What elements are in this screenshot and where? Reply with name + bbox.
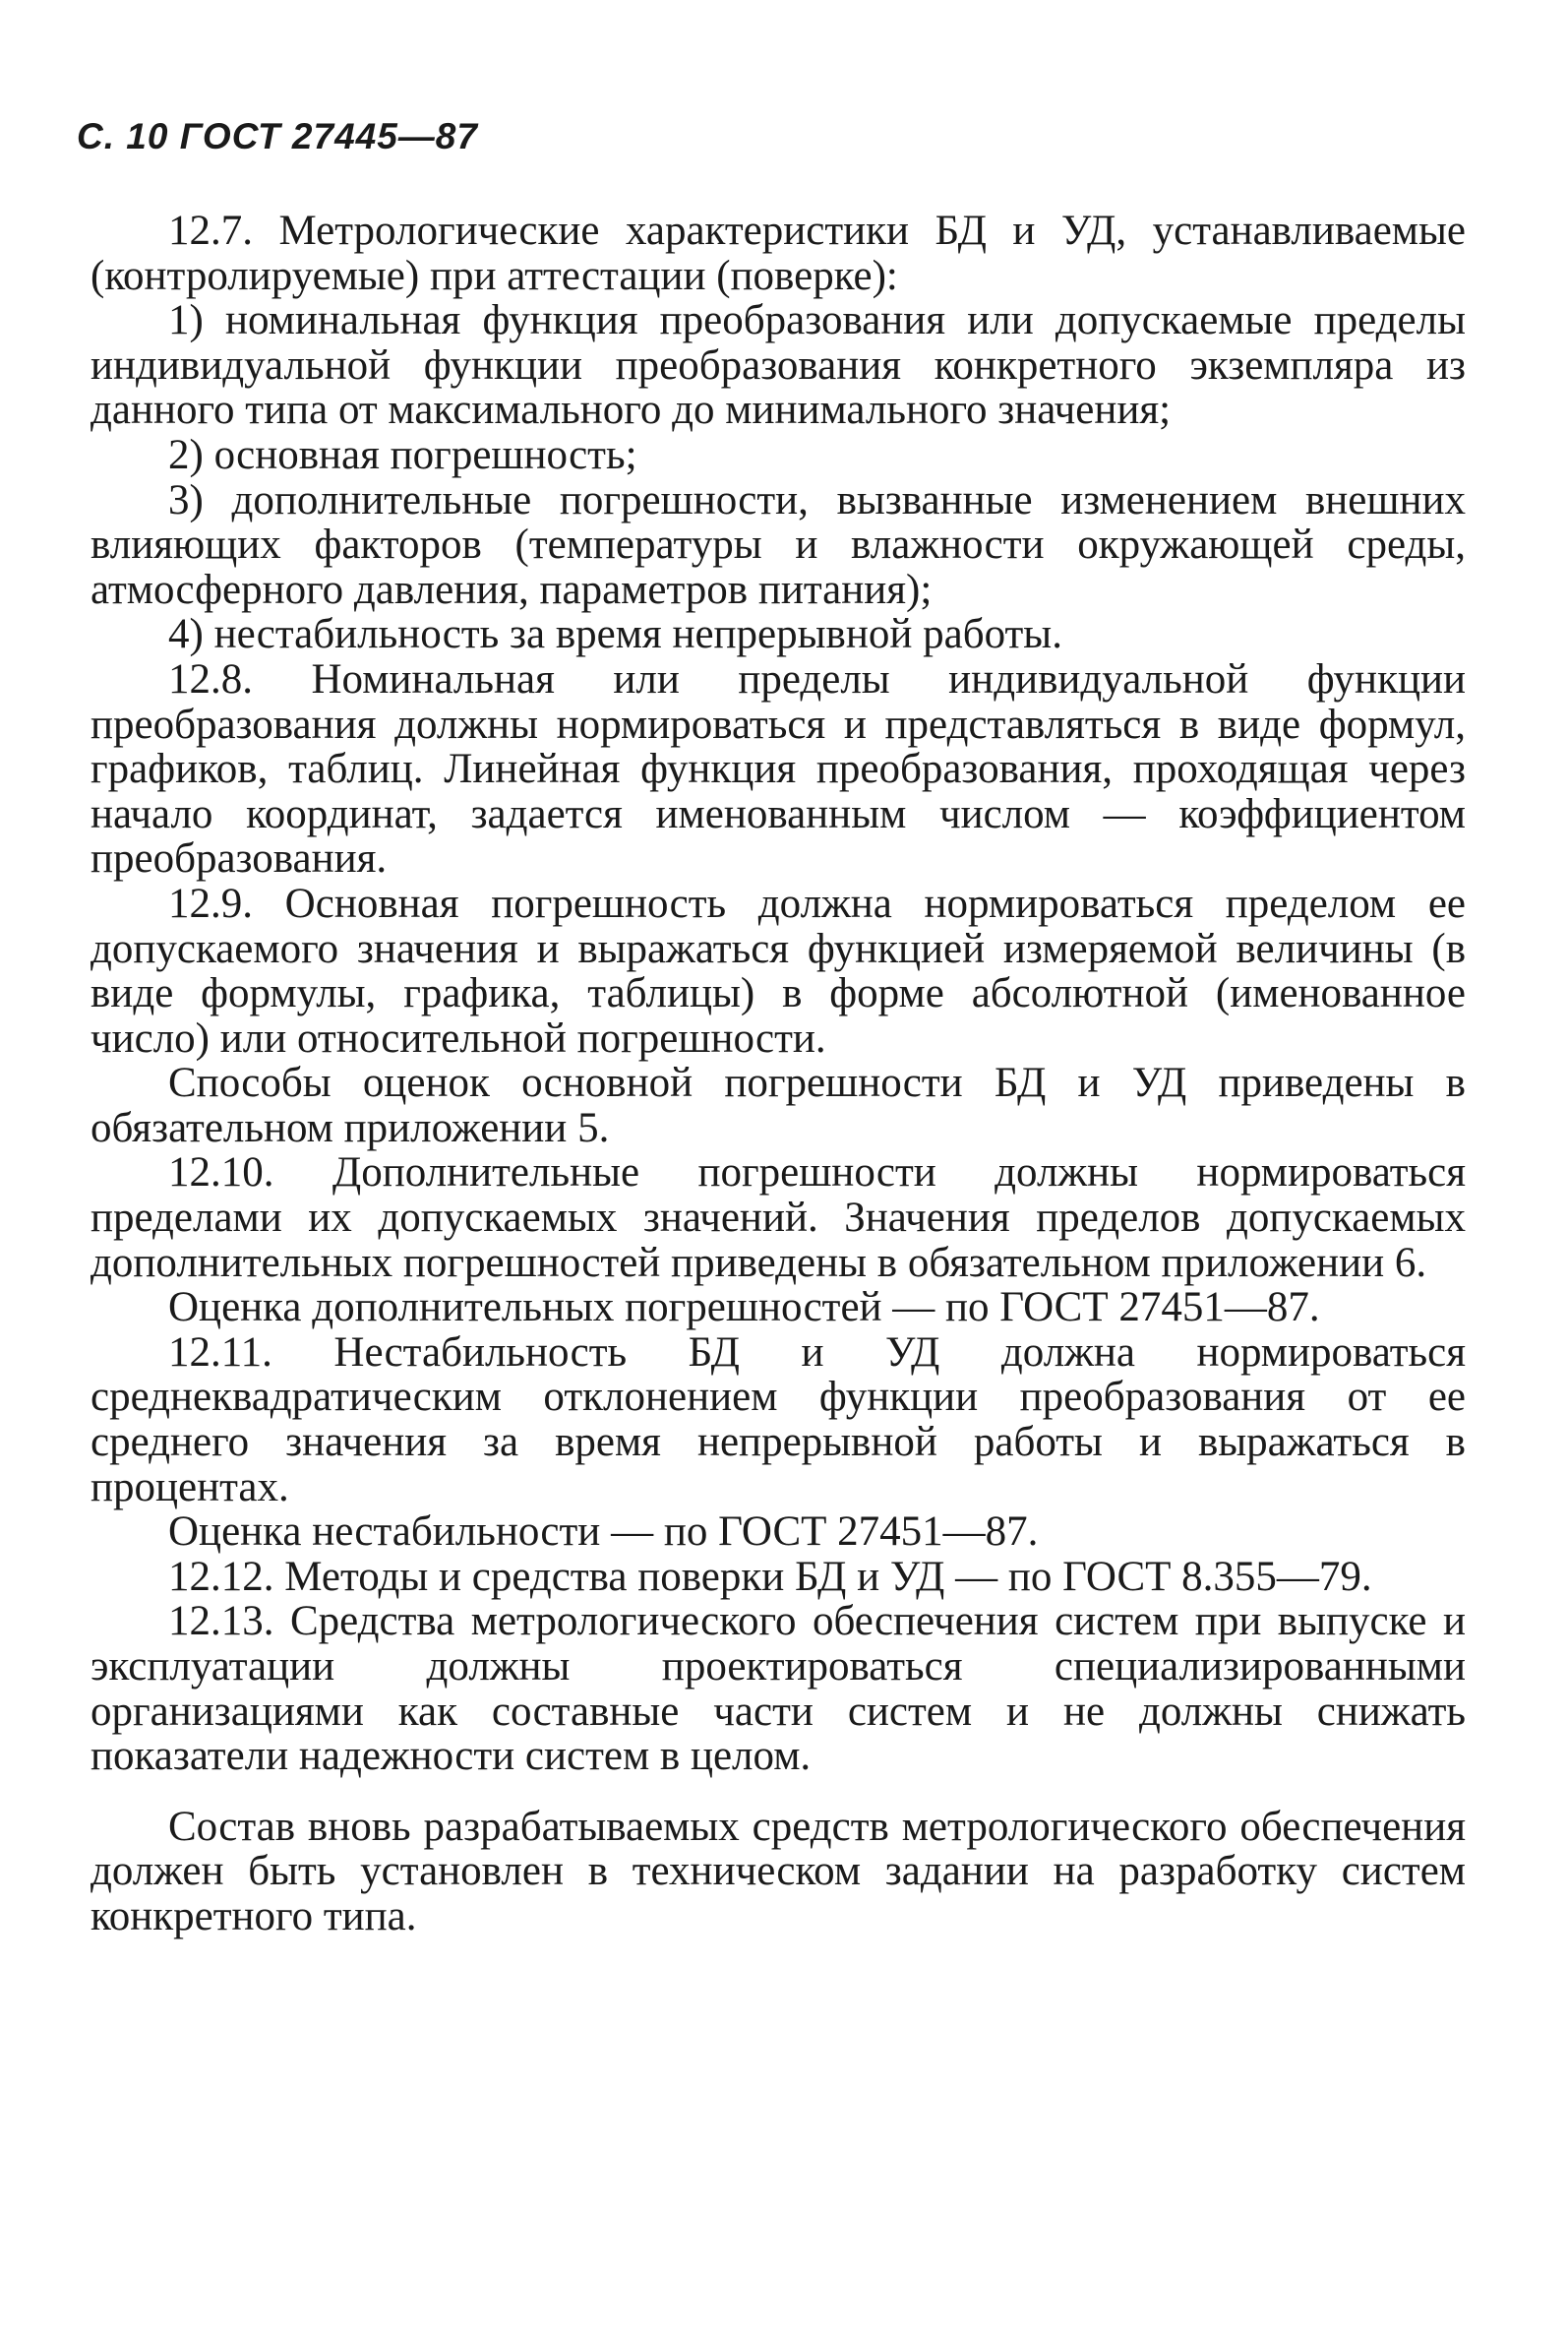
paragraph-additional-errors-reference: Оценка дополнительных погрешностей — по ГОСТ 27451—87. [168, 1284, 1320, 1331]
body-text [90, 209, 1466, 1939]
paragraph-new-means: Состав вновь разрабатываемых средств метрологического обеспечения должен быть установлен в техническом задании на разработку систем конкретного типа. [90, 1803, 1466, 1939]
list-item-1: 1) номинальная функция преобразования или допускаемые пределы индивидуальной функции преобразования конкретного экземпляра из данного типа от максимального до минимального значения; [90, 297, 1466, 434]
paragraph-instability-reference: Оценка нестабильности — по ГОСТ 27451—87. [168, 1508, 1039, 1556]
paragraph-12-8: 12.8. Номинальная или пределы индивидуальной функции преобразования должны нормироваться и представляться в виде формул, графиков, таблиц. Линейная функция преобразования, проходящая через начало координат, задается именованным числом — коэффициентом преобразования. [90, 655, 1466, 883]
list-item-3: 3) дополнительные погрешности, вызванные изменением внешних влияющих факторов (температуры и влажности окружающей среды, атмосферного давления, параметров питания); [90, 476, 1466, 613]
paragraph-12-9: 12.9. Основная погрешность должна нормироваться пределом ее допускаемого значения и выражаться функцией измеряемой величины (в виде формулы, графика, таблицы) в форме абсолютной (именованное число) или относительной погрешности. [90, 880, 1466, 1062]
paragraph-12-13: 12.13. Средства метрологического обеспечения систем при выпуске и эксплуатации должны проектироваться специализированными организациями как составные части систем и не должны снижать показатели надежности систем в целом. [90, 1598, 1466, 1780]
list-item-4: 4) нестабильность за время непрерывной работы. [168, 611, 1062, 658]
paragraph-methods-reference: Способы оценок основной погрешности БД и УД приведены в обязательном приложении 5. [90, 1060, 1466, 1151]
running-head: С. 10 ГОСТ 27445—87 [77, 116, 478, 156]
paragraph-12-7: 12.7. Метрологические характеристики БД и УД, устанавливаемые (контролируемые) при аттестации (поверке): [90, 208, 1466, 299]
paragraph-12-12: 12.12. Методы и средства поверки БД и УД — по ГОСТ 8.355—79. [168, 1553, 1372, 1600]
paragraph-12-11: 12.11. Нестабильность БД и УД должна нормироваться среднеквадратическим отклонением функции преобразования от ее среднего значения за время непрерывной работы и выражаться в процентах. [90, 1328, 1466, 1510]
list-item-2: 2) основная погрешность; [168, 431, 637, 478]
paragraph-12-10: 12.10. Дополнительные погрешности должны нормироваться пределами их допускаемых значений. Значения пределов допускаемых дополнительных погрешностей приведены в обязательном приложении 6. [90, 1149, 1466, 1286]
